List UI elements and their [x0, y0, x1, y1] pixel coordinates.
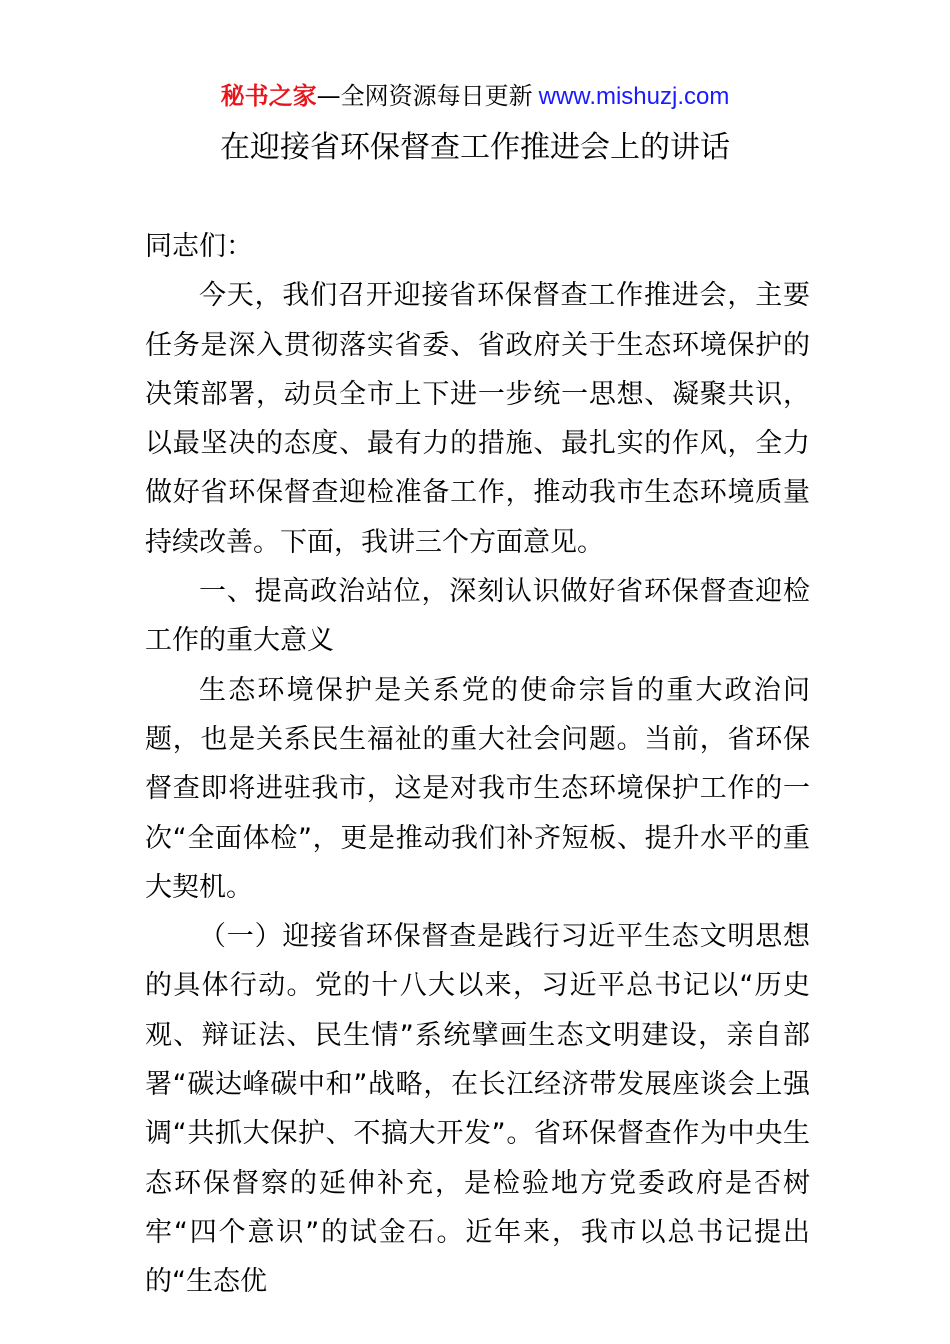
- header-tagline: 全网资源每日更新: [340, 82, 533, 110]
- brand-name: 秘书之家: [220, 82, 317, 110]
- section-heading-1: 一、提高政治站位，深刻认识做好省环保督查迎检工作的重大意义: [145, 576, 810, 657]
- site-url-link[interactable]: www.mishuzj.com: [538, 83, 730, 110]
- paragraph-intro: 今天，我们召开迎接省环保督查工作推进会，主要任务是深入贯彻落实省委、省政府关于生态环境保护的决策部署，动员全市上下进一步统一思想、凝聚共识，以最坚决的态度、最有力的措施、最扎实的作风，全力做好省环保督查迎检准备工作，推动我市生态环境质量持续改善。下面，我讲三个方面意见。: [145, 280, 810, 558]
- site-header: [0, 78, 950, 115]
- document-body: [145, 222, 810, 1307]
- salutation: 同志们：: [145, 231, 253, 262]
- header-dash: —: [316, 82, 341, 110]
- document-title: 在迎接省环保督查工作推进会上的讲话: [220, 130, 730, 165]
- paragraph-significance: 生态环境保护是关系党的使命宗旨的重大政治问题，也是关系民生福祉的重大社会问题。当前，省环保督查即将进驻我市，这是对我市生态环境保护工作的一次“全面体检”，更是推动我们补齐短板、提升水平的重大契机。: [145, 674, 810, 903]
- paragraph-subsection-1: （一）迎接省环保督查是践行习近平生态文明思想的具体行动。党的十八大以来，习近平总书记以“历史观、辩证法、民生情”系统擘画生态文明建设，亲自部署“碳达峰碳中和”战略，在长江经济带发展座谈会上强调“共抓大保护、不搞大开发”。省环保督查作为中央生态环保督察的延伸补充，是检验地方党委政府是否树牢“四个意识”的试金石。近年来，我市以总书记提出的“生态优: [145, 921, 810, 1298]
